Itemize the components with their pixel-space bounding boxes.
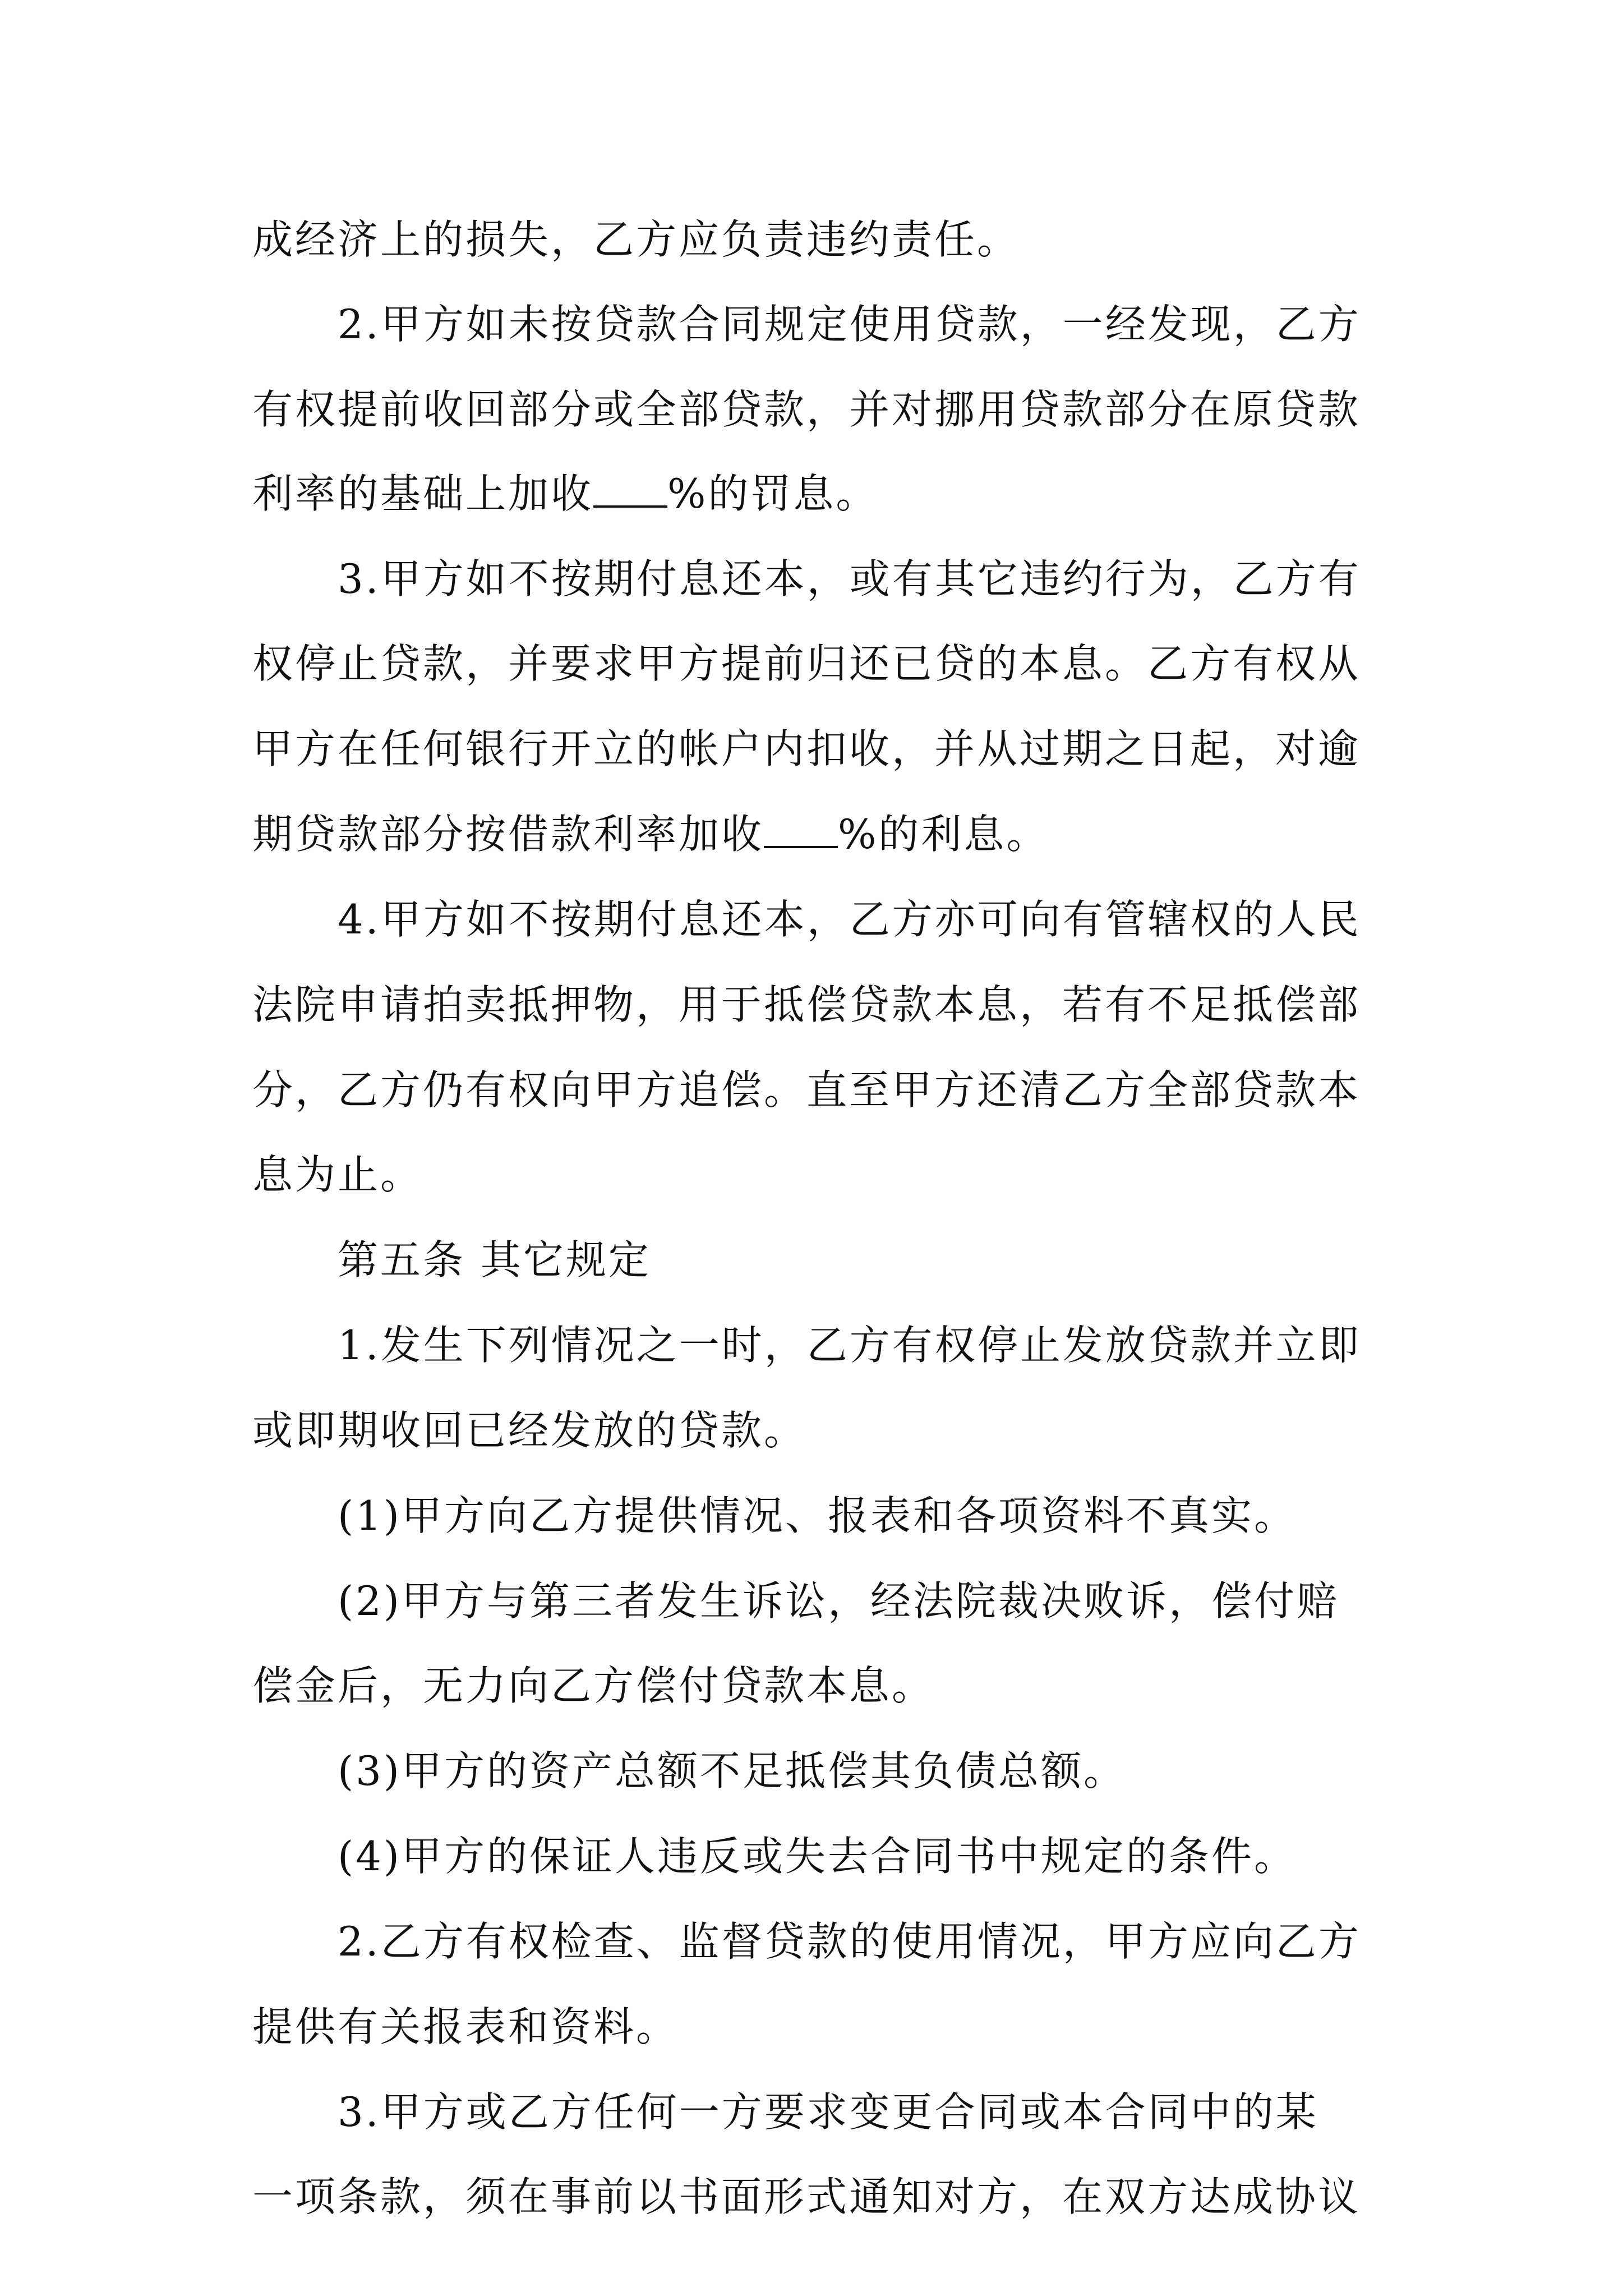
clause-1-line: 1.发生下列情况之一时，乙方有权停止发放贷款并立即 (338, 1322, 1361, 1369)
fill-in-blank (764, 811, 838, 848)
text-fragment: %的罚息。 (667, 470, 879, 517)
clause-3-line: 3.甲方或乙方任何一方要求变更合同或本合同中的某 (338, 2088, 1318, 2136)
body-text-line: 甲方在任何银行开立的帐户内扣收，并从过期之日起，对逾 (252, 725, 1361, 772)
sub-item-4: (4)甲方的保证人违反或失去合同书中规定的条件。 (338, 1833, 1297, 1880)
body-text-line: 提供有关报表和资料。 (252, 2003, 679, 2050)
body-text-line (252, 806, 1049, 862)
sub-item-1: (1)甲方向乙方提供情况、报表和各项资料不真实。 (338, 1492, 1297, 1539)
body-text-line: 权停止贷款，并要求甲方提前归还已贷的本息。乙方有权从 (252, 640, 1361, 687)
text-fragment: %的利息。 (838, 811, 1049, 858)
clause-3-line: 3.甲方如不按期付息还本，或有其它违约行为，乙方有 (338, 555, 1361, 602)
body-text-line: 法院申请拍卖抵押物，用于抵偿贷款本息，若有不足抵偿部 (252, 981, 1361, 1028)
body-text-line (252, 466, 878, 522)
sub-item-3: (3)甲方的资产总额不足抵偿其负债总额。 (338, 1747, 1126, 1795)
text-fragment: 利率的基础上加收 (252, 470, 594, 517)
body-text-line: 一项条款，须在事前以书面形式通知对方，在双方达成协议 (252, 2173, 1361, 2220)
sub-item-2: (2)甲方与第三者发生诉讼，经法院裁决败诉，偿付赔 (338, 1577, 1339, 1625)
body-text-line: 有权提前收回部分或全部贷款，并对挪用贷款部分在原贷款 (252, 386, 1361, 433)
clause-4-line: 4.甲方如不按期付息还本，乙方亦可向有管辖权的人民 (338, 896, 1361, 943)
text-fragment: 期贷款部分按借款利率加收 (252, 811, 764, 858)
body-text-line: 分，乙方仍有权向甲方追偿。直至甲方还清乙方全部贷款本 (252, 1066, 1361, 1114)
fill-in-blank (593, 471, 667, 508)
article-heading: 第五条 其它规定 (338, 1236, 651, 1283)
clause-2-line: 2.乙方有权检查、监督贷款的使用情况，甲方应向乙方 (338, 1918, 1361, 1965)
body-text-line: 息为止。 (252, 1151, 423, 1198)
body-text-line: 或即期收回已经发放的贷款。 (252, 1407, 807, 1454)
clause-2-line: 2.甲方如未按贷款合同规定使用贷款，一经发现，乙方 (338, 301, 1361, 348)
body-text-line: 成经济上的损失，乙方应负责违约责任。 (252, 216, 1020, 263)
body-text-line: 偿金后，无力向乙方偿付贷款本息。 (252, 1662, 935, 1709)
